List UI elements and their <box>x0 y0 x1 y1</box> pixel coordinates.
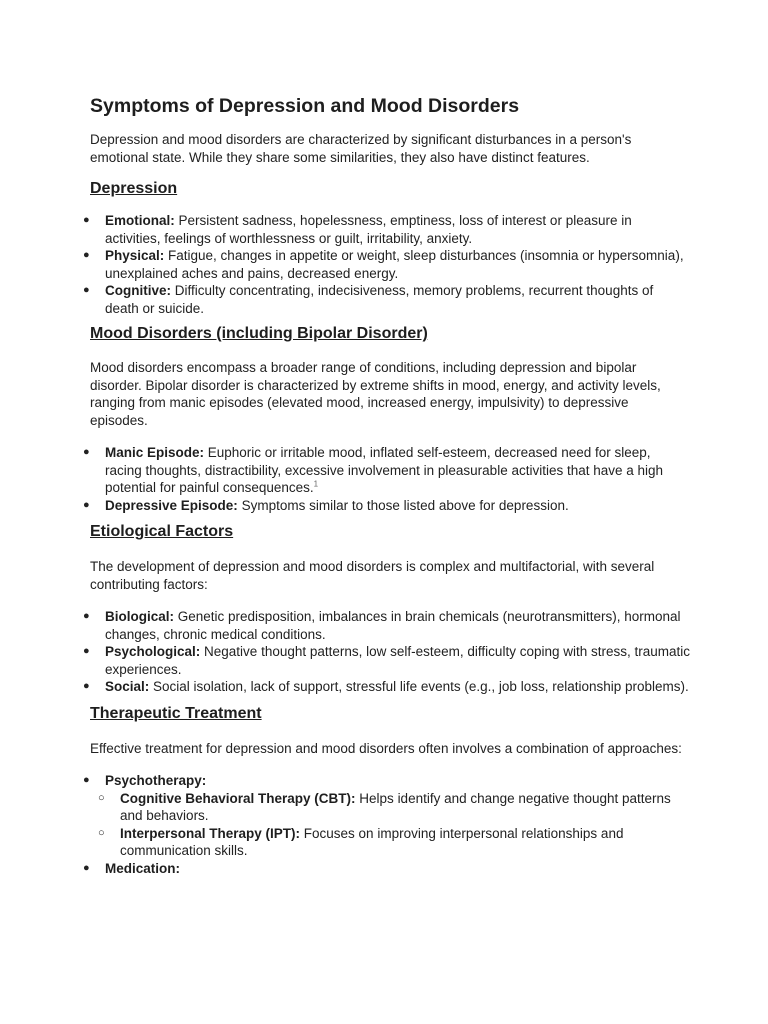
intro-paragraph: Depression and mood disorders are characterized by significant disturbances in a person's emotional state. While they share some similarities, they also have distinct features. <box>90 132 632 165</box>
list-item: ● Social: Social isolation, lack of support, stressful life events (e.g., job loss, relationship problems). <box>90 678 690 696</box>
psychotherapy-sublist <box>105 790 690 860</box>
section-heading-mood-disorders: Mood Disorders (including Bipolar Disorder) <box>90 325 428 342</box>
page-title: Symptoms of Depression and Mood Disorders <box>90 95 520 117</box>
list-item: ● Cognitive: Difficulty concentrating, indecisiveness, memory problems, recurrent thoughts of death or suicide. <box>90 282 690 317</box>
etiology-list <box>90 608 690 696</box>
treatment-list <box>90 772 690 877</box>
etiology-paragraph: The development of depression and mood disorders is complex and multifactorial, with several contributing factors: <box>90 559 655 592</box>
list-item: ● Physical: Fatigue, changes in appetite or weight, sleep disturbances (insomnia or hypersomnia), unexplained aches and pains, decreased energy. <box>90 247 690 282</box>
treatment-paragraph: Effective treatment for depression and mood disorders often involves a combination of approaches: <box>90 740 682 756</box>
list-item-medication: ● Medication: <box>90 860 690 878</box>
mood-paragraph: Mood disorders encompass a broader range of conditions, including depression and bipolar disorder. Bipolar disorder is characterized by extreme shifts in mood, energy, and activity levels, ranging from manic episodes (elevated mood, increased energy, impulsivity) to depressive episodes. <box>90 360 661 428</box>
footnote-marker[interactable]: 1 <box>313 479 319 489</box>
section-heading-etiology: Etiological Factors <box>90 523 234 540</box>
list-item: ● Biological: Genetic predisposition, imbalances in brain chemicals (neurotransmitters), hormonal changes, chronic medical conditions. <box>90 608 690 643</box>
list-item: ● Manic Episode: Euphoric or irritable mood, inflated self-esteem, decreased need for sleep, racing thoughts, distractibility, excessive involvement in pleasurable activities that have a high potential for painful consequences.$^1$ <box>90 444 690 497</box>
sublist-item: ○ Cognitive Behavioral Therapy (CBT): Helps identify and change negative thought patterns and behaviors. <box>105 790 690 825</box>
list-item: ● Psychological: Negative thought patterns, low self-esteem, difficulty coping with stress, traumatic experiences. <box>90 643 690 678</box>
document-body <box>90 94 690 877</box>
mood-list <box>90 444 690 514</box>
section-heading-treatment: Therapeutic Treatment <box>90 704 262 722</box>
sublist-item: ○ Interpersonal Therapy (IPT): Focuses on improving interpersonal relationships and communication skills. <box>105 825 690 860</box>
section-heading-depression: Depression <box>90 180 178 197</box>
list-item-psychotherapy: ● Psychotherapy: ○ Cognitive Behavioral Therapy (CBT): Helps identify and change negative thought patterns and behaviors. ○ Interpersonal Therapy (IPT): Focuses on improving interpersonal relationships and communication skills. <box>90 772 690 860</box>
list-item: ● Emotional: Persistent sadness, hopelessness, emptiness, loss of interest or pleasure in activities, feelings of worthlessness or guilt, irritability, anxiety. <box>90 212 690 247</box>
list-item: ● Depressive Episode: Symptoms similar to those listed above for depression. <box>90 497 690 515</box>
depression-list <box>90 212 690 317</box>
